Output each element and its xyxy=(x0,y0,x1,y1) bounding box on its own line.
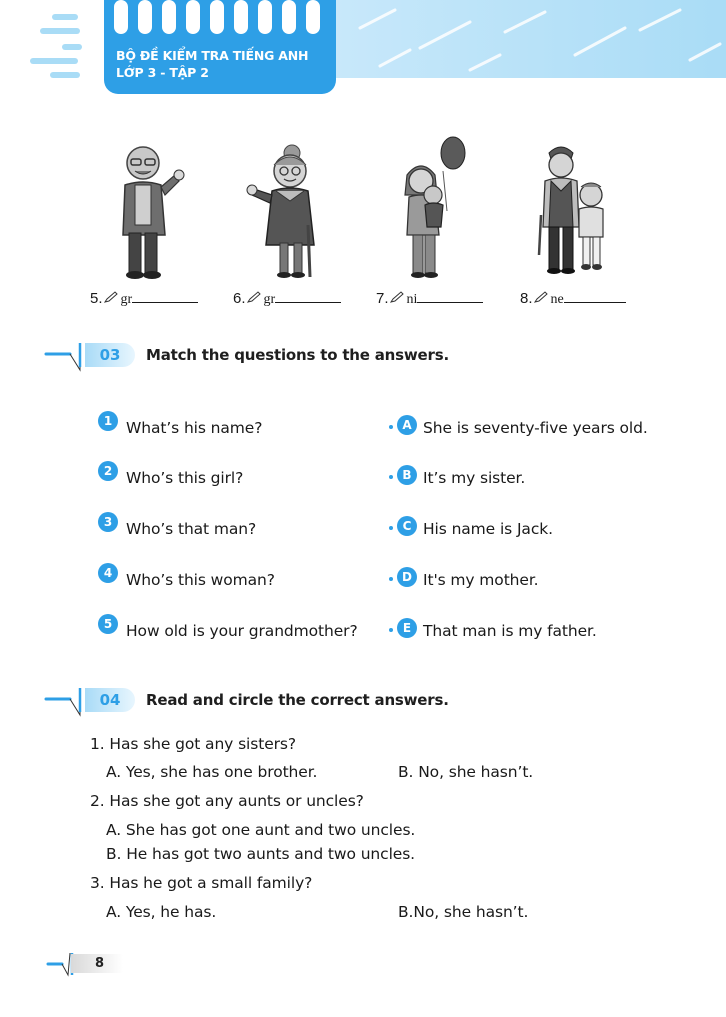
answer-letter-badge: A xyxy=(397,415,417,435)
blank-number: 8. xyxy=(520,290,533,307)
section-number: 04 xyxy=(99,691,121,709)
match-answer[interactable]: She is seventy-five years old. xyxy=(423,419,648,437)
answer-blank[interactable] xyxy=(132,289,198,303)
question-number-badge: 3 xyxy=(98,512,118,532)
dot-decoration xyxy=(389,475,393,479)
match-answer[interactable]: It’s my sister. xyxy=(423,469,526,487)
blank-prefix: ne xyxy=(550,292,564,307)
dot-decoration xyxy=(389,577,393,581)
match-question[interactable]: What’s his name? xyxy=(126,419,263,437)
dot-decoration xyxy=(389,526,393,530)
blank-item-8 xyxy=(520,289,626,308)
match-row-5 xyxy=(0,617,726,647)
question-2-option-a[interactable]: A. She has got one aunt and two uncles. xyxy=(106,821,416,839)
question-2-option-b[interactable]: B. He has got two aunts and two uncles. xyxy=(106,845,416,863)
section-03-header xyxy=(0,340,726,376)
match-answer[interactable]: His name is Jack. xyxy=(423,520,553,538)
book-title-badge xyxy=(104,0,336,94)
book-title-line2: LỚP 3 - TẬP 2 xyxy=(116,65,209,80)
book-title-line1: BỘ ĐỀ KIỂM TRA TIẾNG ANH xyxy=(116,48,309,63)
pencil-icon xyxy=(247,291,261,303)
blank-prefix: gr xyxy=(263,292,276,307)
book-title xyxy=(116,47,308,81)
blank-item-5 xyxy=(90,289,198,308)
pencil-icon xyxy=(104,291,118,303)
answer-blank[interactable] xyxy=(275,289,341,303)
pencil-icon xyxy=(534,291,548,303)
answer-letter-badge: C xyxy=(397,516,417,536)
question-3-option-b[interactable]: B.No, she hasn’t. xyxy=(398,903,529,921)
blank-number: 5. xyxy=(90,290,103,307)
section-04-header xyxy=(0,685,726,721)
section-number: 03 xyxy=(99,346,121,364)
family-pictures xyxy=(85,135,645,285)
question-number-badge: 5 xyxy=(98,614,118,634)
match-question[interactable]: Who’s this girl? xyxy=(126,469,244,487)
header-banner xyxy=(0,0,726,110)
fill-in-blanks-row xyxy=(0,289,726,311)
page-number: 8 xyxy=(95,956,105,971)
blank-number: 6. xyxy=(233,290,246,307)
blank-item-6 xyxy=(233,289,341,308)
question-3-option-a[interactable]: A. Yes, he has. xyxy=(106,903,217,921)
question-number-badge: 1 xyxy=(98,411,118,431)
mother-with-child-icon xyxy=(385,135,485,285)
dot-decoration xyxy=(389,425,393,429)
answer-letter-badge: B xyxy=(397,465,417,485)
question-1: 1. Has she got any sisters? xyxy=(90,735,297,753)
father-with-son-icon xyxy=(521,135,621,285)
section-title: Match the questions to the answers. xyxy=(146,346,449,364)
question-number-badge: 2 xyxy=(98,461,118,481)
match-question[interactable]: Who’s this woman? xyxy=(126,571,275,589)
answer-letter-badge: E xyxy=(397,618,417,638)
section-title: Read and circle the correct answers. xyxy=(146,691,449,709)
pencil-icon xyxy=(390,291,404,303)
question-1-option-a[interactable]: A. Yes, she has one brother. xyxy=(106,763,318,781)
blank-item-7 xyxy=(376,289,483,308)
match-answer[interactable]: That man is my father. xyxy=(423,622,597,640)
match-question[interactable]: How old is your grandmother? xyxy=(126,622,358,640)
blank-prefix: gr xyxy=(120,292,133,307)
question-2: 2. Has she got any aunts or uncles? xyxy=(90,792,364,810)
grandmother-icon xyxy=(240,135,340,285)
question-3: 3. Has he got a small family? xyxy=(90,874,313,892)
match-row-2 xyxy=(0,464,726,494)
question-number-badge: 4 xyxy=(98,563,118,583)
blank-prefix: ni xyxy=(406,292,418,307)
grandfather-icon xyxy=(95,135,195,285)
answer-blank[interactable] xyxy=(417,289,483,303)
blank-number: 7. xyxy=(376,290,389,307)
match-answer[interactable]: It's my mother. xyxy=(423,571,539,589)
question-1-option-b[interactable]: B. No, she hasn’t. xyxy=(398,763,534,781)
match-question[interactable]: Who’s that man? xyxy=(126,520,257,538)
answer-letter-badge: D xyxy=(397,567,417,587)
answer-blank[interactable] xyxy=(564,289,626,303)
page-footer xyxy=(0,946,140,980)
match-row-4 xyxy=(0,566,726,596)
badge-scallop-decoration xyxy=(104,0,336,42)
match-row-3 xyxy=(0,515,726,545)
match-row-1 xyxy=(0,414,726,444)
dot-decoration xyxy=(389,628,393,632)
